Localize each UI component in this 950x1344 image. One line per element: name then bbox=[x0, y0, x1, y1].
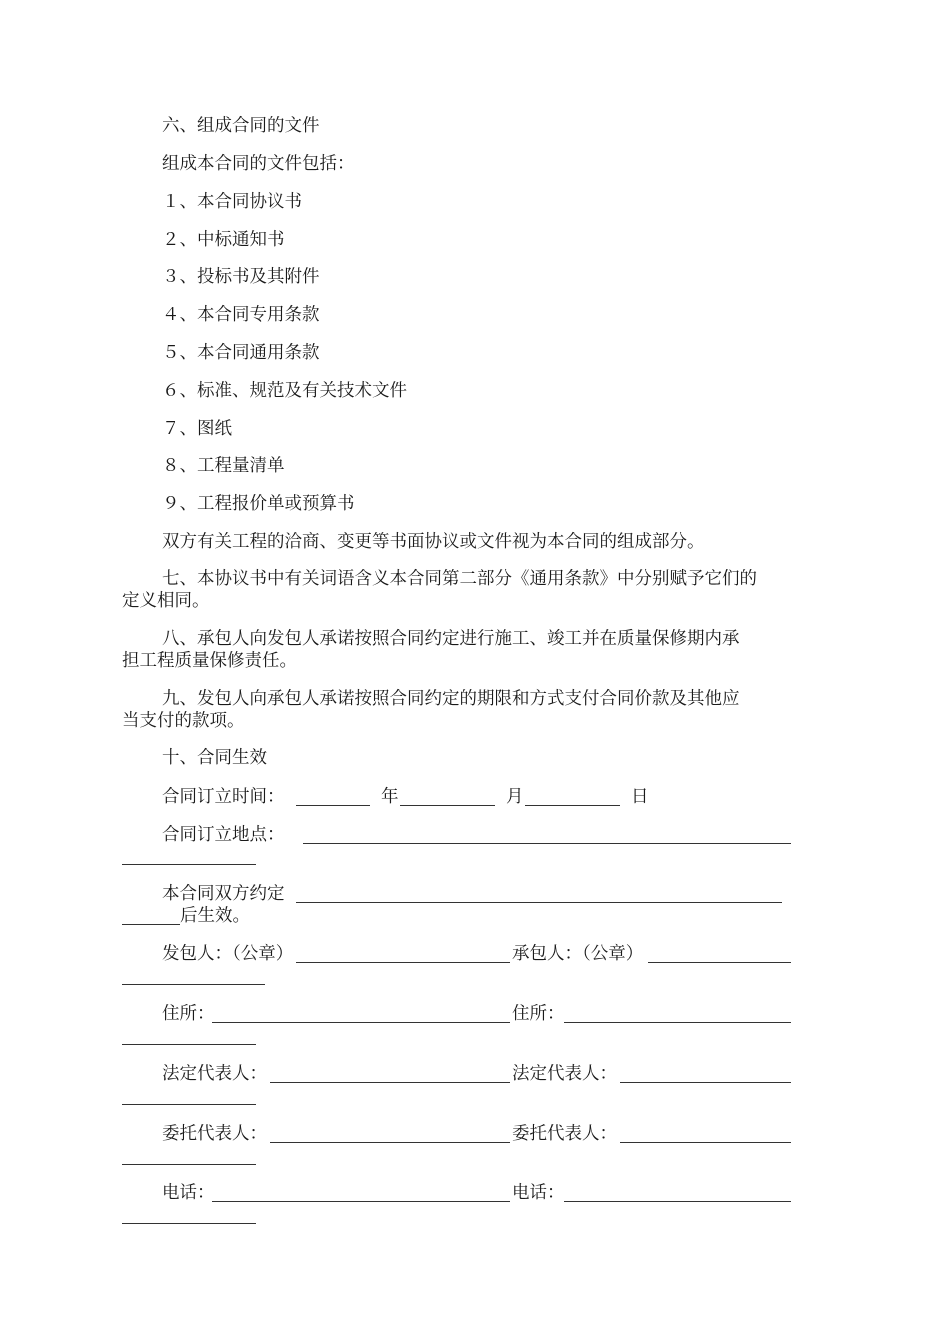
contractor-legal-rep-blank-continued bbox=[122, 1104, 256, 1105]
contractor-agent-blank bbox=[620, 1142, 791, 1143]
document-list-item: １、本合同协议书 bbox=[162, 192, 302, 212]
employer-phone-blank bbox=[212, 1201, 510, 1202]
month-blank bbox=[400, 805, 495, 806]
sign-place-blank-continued bbox=[122, 864, 256, 865]
contractor-address-blank-continued bbox=[122, 1044, 256, 1045]
agreement-blank-continued bbox=[122, 924, 180, 925]
contractor-address-blank bbox=[564, 1022, 791, 1023]
section-8-line-1: 八、承包人向发包人承诺按照合同约定进行施工、竣工并在质量保修期内承 bbox=[162, 629, 740, 649]
document-list-item: ２、中标通知书 bbox=[162, 230, 285, 250]
contractor-legal-rep-label: 法定代表人： bbox=[512, 1064, 617, 1084]
sign-time-label: 合同订立时间： bbox=[162, 787, 285, 807]
section-7-line-1: 七、本协议书中有关词语含义本合同第二部分《通用条款》中分别赋予它们的 bbox=[162, 569, 757, 589]
document-list-item: ６、标准、规范及有关技术文件 bbox=[162, 381, 407, 401]
month-label: 月 bbox=[506, 787, 524, 807]
section-6-heading: 六、组成合同的文件 bbox=[162, 116, 320, 136]
year-blank bbox=[296, 805, 370, 806]
employer-legal-rep-label: 法定代表人： bbox=[162, 1064, 267, 1084]
document-list-item: ７、图纸 bbox=[162, 419, 232, 439]
contractor-phone-label: 电话： bbox=[512, 1183, 565, 1203]
contractor-seal-blank-continued bbox=[122, 984, 265, 985]
document-list-item: ４、本合同专用条款 bbox=[162, 305, 320, 325]
contractor-phone-blank bbox=[564, 1201, 791, 1202]
document-list-item: ５、本合同通用条款 bbox=[162, 343, 320, 363]
employer-legal-rep-blank bbox=[270, 1082, 510, 1083]
contractor-agent-label: 委托代表人： bbox=[512, 1124, 617, 1144]
sign-place-blank bbox=[303, 843, 791, 844]
section-9-line-1: 九、发包人向承包人承诺按照合同约定的期限和方式支付合同价款及其他应 bbox=[162, 689, 740, 709]
employer-address-label: 住所： bbox=[162, 1004, 215, 1024]
document-list-item: ８、工程量清单 bbox=[162, 456, 285, 476]
effective-suffix: 后生效。 bbox=[180, 906, 250, 926]
contractor-legal-rep-blank bbox=[620, 1082, 791, 1083]
sign-place-label: 合同订立地点： bbox=[162, 825, 285, 845]
contractor-seal-label: 承包人：（公章） bbox=[512, 944, 644, 964]
employer-address-blank bbox=[212, 1022, 510, 1023]
employer-seal-blank bbox=[296, 962, 510, 963]
employer-agent-label: 委托代表人： bbox=[162, 1124, 267, 1144]
contractor-seal-blank bbox=[648, 962, 791, 963]
section-6-closing: 双方有关工程的洽商、变更等书面协议或文件视为本合同的组成部分。 bbox=[162, 532, 705, 552]
employer-phone-label: 电话： bbox=[162, 1183, 215, 1203]
year-label: 年 bbox=[381, 787, 399, 807]
section-8-line-2: 担工程质量保修责任。 bbox=[122, 651, 297, 671]
section-7-line-2: 定义相同。 bbox=[122, 591, 210, 611]
day-blank bbox=[525, 805, 620, 806]
agreement-blank bbox=[296, 902, 782, 903]
section-9-line-2: 当支付的款项。 bbox=[122, 711, 245, 731]
contractor-address-label: 住所： bbox=[512, 1004, 565, 1024]
section-6-intro: 组成本合同的文件包括： bbox=[162, 154, 355, 174]
document-list-item: ３、投标书及其附件 bbox=[162, 267, 320, 287]
employer-seal-label: 发包人：（公章） bbox=[162, 944, 294, 964]
employer-agent-blank bbox=[270, 1142, 510, 1143]
contractor-phone-blank-continued bbox=[122, 1223, 256, 1224]
day-label: 日 bbox=[631, 787, 649, 807]
agreement-label: 本合同双方约定 bbox=[162, 884, 285, 904]
document-list-item: ９、工程报价单或预算书 bbox=[162, 494, 355, 514]
section-10-heading: 十、合同生效 bbox=[162, 748, 267, 768]
contractor-agent-blank-continued bbox=[122, 1164, 256, 1165]
